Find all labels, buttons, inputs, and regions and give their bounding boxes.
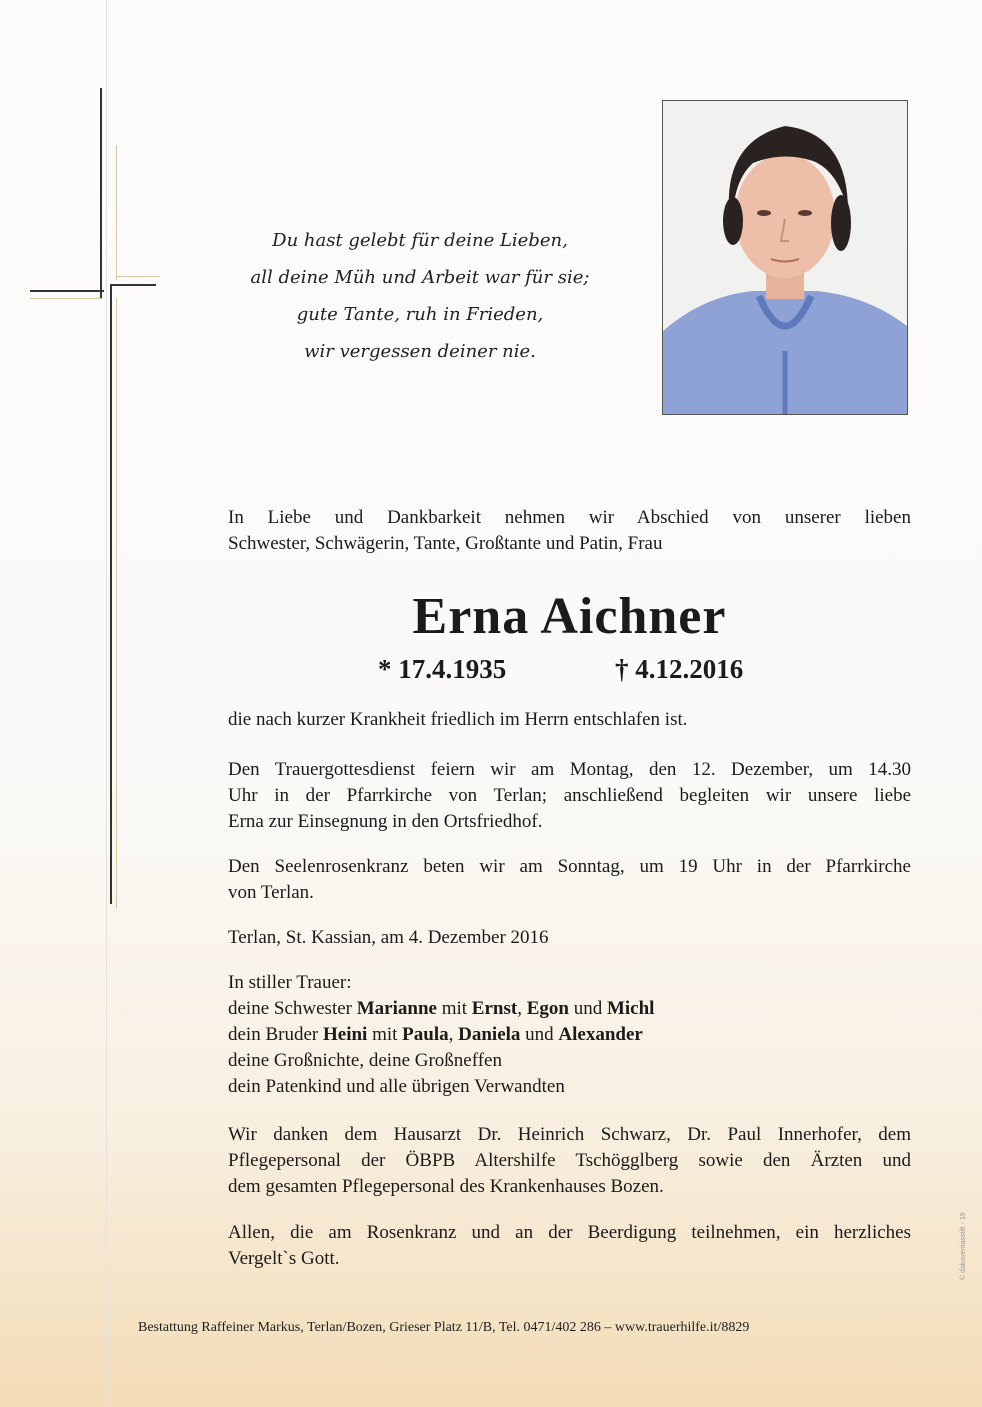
poem-line: wir vergessen deiner nie. bbox=[304, 341, 536, 362]
mourner-name: Paula bbox=[402, 1024, 449, 1045]
cross-gold-lower bbox=[116, 298, 117, 908]
birth-date: * 17.4.1935 bbox=[378, 654, 507, 684]
funeral-line-2: Uhr in der Pfarrkirche von Terlan; anschließend begleiten wir unsere liebe bbox=[228, 785, 911, 806]
cross-gold-right bbox=[116, 276, 160, 277]
mourner-name: Ernst bbox=[471, 998, 518, 1019]
mourner-text: mit bbox=[367, 1024, 403, 1045]
poem-line: gute Tante, ruh in Frieden, bbox=[296, 304, 544, 325]
mourner-text: dein Bruder bbox=[228, 1024, 323, 1045]
mourner-name: Egon bbox=[526, 998, 569, 1019]
mourner-text: deine Schwester bbox=[228, 998, 357, 1019]
poem bbox=[200, 222, 640, 370]
page-edge-line bbox=[106, 0, 107, 1407]
deceased-name: Erna Aichner bbox=[412, 588, 727, 645]
funeral-line-1: Den Trauergottesdienst feiern wir am Montag, den 12. Dezember, um 14.30 bbox=[228, 759, 911, 780]
poem-line: all deine Müh und Arbeit war für sie; bbox=[250, 267, 590, 288]
mourners-heading: In stiller Trauer: bbox=[228, 972, 352, 993]
mourner-name: Michl bbox=[606, 998, 655, 1019]
rosary-line-2: von Terlan. bbox=[228, 882, 314, 903]
portrait-photo bbox=[662, 100, 908, 415]
poem-line: Du hast gelebt für deine Lieben, bbox=[272, 230, 568, 251]
mourners-line-sister bbox=[228, 996, 911, 1022]
cross-gold-upper bbox=[116, 145, 117, 280]
rosary-line-1: Den Seelenrosenkranz beten wir am Sonntag, um 19 Uhr in der Pfarrkirche bbox=[228, 856, 911, 877]
cross-lower-beam bbox=[110, 284, 112, 904]
mourner-name: Heini bbox=[322, 1024, 368, 1045]
mourners-line-brother bbox=[228, 1022, 911, 1048]
mourners-line-nieces: deine Großnichte, deine Großneffen bbox=[228, 1050, 502, 1071]
place-date: Terlan, St. Kassian, am 4. Dezember 2016 bbox=[228, 927, 549, 948]
mourner-name: Marianne bbox=[356, 998, 437, 1019]
cross-right-arm bbox=[110, 284, 156, 286]
side-copyright-mark: © dakoveritasstift - 19 bbox=[960, 1212, 967, 1280]
thanks-line-3: dem gesamten Pflegepersonal des Krankenhauses Bozen. bbox=[228, 1176, 664, 1197]
thanks-line-1: Wir danken dem Hausarzt Dr. Heinrich Schwarz, Dr. Paul Innerhofer, dem bbox=[228, 1124, 911, 1145]
mourner-text: und bbox=[568, 998, 607, 1019]
mourner-text: , bbox=[448, 1024, 459, 1045]
thanks-line-2: Pflegepersonal der ÖBPB Altershilfe Tschögglberg sowie den Ärzten und bbox=[228, 1150, 911, 1171]
mourner-name: Daniela bbox=[458, 1024, 521, 1045]
funeral-line-3: Erna zur Einsegnung in den Ortsfriedhof. bbox=[228, 811, 543, 832]
mourner-name: Alexander bbox=[558, 1024, 643, 1045]
mourner-text: und bbox=[520, 1024, 559, 1045]
closing-line-1: Allen, die am Rosenkranz und an der Beerdigung teilnehmen, ein herzliches bbox=[228, 1222, 911, 1243]
cross-left-arm bbox=[30, 290, 104, 292]
cross-gold-left bbox=[30, 298, 102, 299]
cross-upper-beam bbox=[100, 88, 102, 298]
footer-funeral-home: Bestattung Raffeiner Markus, Terlan/Bozen, Grieser Platz 11/B, Tel. 0471/402 286 – www.trauerhilfe.it/8829 bbox=[138, 1320, 750, 1335]
death-statement: die nach kurzer Krankheit friedlich im Herrn entschlafen ist. bbox=[228, 709, 688, 730]
death-date: † 4.12.2016 bbox=[615, 654, 744, 684]
mourner-text: mit bbox=[436, 998, 472, 1019]
mourner-text: , bbox=[517, 998, 527, 1019]
intro-line-2: Schwester, Schwägerin, Tante, Großtante und Patin, Frau bbox=[228, 533, 663, 554]
closing-line-2: Vergelt`s Gott. bbox=[228, 1248, 340, 1269]
mourners-line-relatives: dein Patenkind und alle übrigen Verwandten bbox=[228, 1076, 565, 1097]
intro-line-1: In Liebe und Dankbarkeit nehmen wir Abschied von unserer lieben bbox=[228, 507, 911, 528]
portrait-illustration bbox=[663, 101, 907, 414]
